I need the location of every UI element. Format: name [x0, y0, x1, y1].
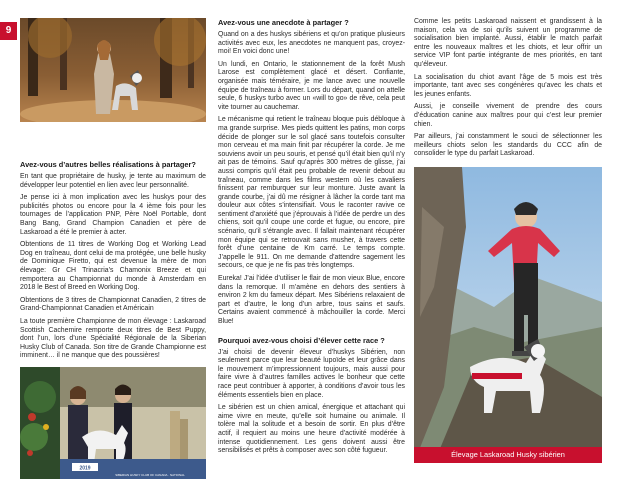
column-left: [20, 18, 206, 479]
paragraph: Obtentions de 3 titres de Championnat Canadien, 2 titres de Grand-Championnat Canadien et Américain: [20, 296, 206, 313]
paragraph: Quand on a des huskys sibériens et qu’on pratique plusieurs activités avec eux, les anecdotes ne manquent pas, croyez-moi! En voici donc une!: [218, 31, 405, 56]
paragraph: Le sibérien est un chien amical, énergique et attachant qui aime vivre en meute, qu’elle soit humaine ou animale. Il tolère mal la solitude et a besoin de sortir. En plus d’être actif, il requiert au moins une heure d’activité modérée à intense quotidiennement. Les gens doivent aussi être sensibilisés et prêts à composer avec son côté fugueur.: [218, 404, 405, 455]
photo-woman-with-husky-autumn: [20, 18, 206, 122]
autumn-forest-image: [20, 18, 206, 122]
paragraph: Obtentions de 11 titres de Working Dog et Working Lead Dog en traîneau, dont celui de ma protégée, une belle husky de Dominique Firetto, qui est devenue la mère de mon élevage: Gr CH Trinacria’s Chamonix Breeze et qui remportera au Championnat du monde à Amsterdam en 2018 le Best of Breed en Working Dog.: [20, 241, 206, 292]
paragraph: Eureka! J’ai l’idée d’utiliser le flair de mon vieux Blue, encore dans la remorque. Il m’amène en dehors des sentiers à environ 2 km du fameux départ. Mes Sibériens relaxaient de part et d’autre, le long d’un arbre, tous sains et saufs. Certains avaient commencé à mâchouiller la corde. Merci Blue!: [218, 275, 405, 325]
heading-anecdote: Avez-vous une anecdote à partager ?: [218, 18, 349, 27]
photo-caption: Élevage Laskaroad Husky sibérien: [414, 447, 602, 463]
dog-show-image: [20, 367, 206, 479]
heading-why-this-breed: Pourquoi avez-vous choisi d’élever cette race ?: [218, 335, 385, 345]
heading-other-achievements: Avez-vous d’autres belles réalisations à partager?: [20, 160, 196, 169]
paragraph: En tant que propriétaire de husky, je tente au maximum de développer leur potentiel en lien avec leur personnalité.: [20, 173, 206, 189]
paragraph: Le mécanisme qui retient le traîneau bloque puis débloque à ma grande surprise. Mes pieds quittent les patins, mon corps décide de plonger sur le sol glacé sans toutefois consulter mon cerveau et ma main finit par récupérer la corde. Je me souviens avoir un peu souris, et pensé qu’il était bien qu’il n’y ait pas de témoins. Sauf qu’après 300 mètres de glisse, j’ai aussi compris qu’il était peu probable de revenir debout au traîneau, comme dans les films western où les cavaliers finissent par remburquer sur leur monture. Juste avant la grande courbe, j’ai dû me résigner à lâcher la corde tant ma douleur aux côtes s’intensifiait. Vous le raconter ravive ce sentiment d’anxiété que j’éprouvais à l’idée de perdre un des chiens, soit qu’il coupe une corde et fugue, ou encore, pire scénario, qu’il s’étrangle avec. Il fallait maintenant récupérer mon équipe qui se retrouvait sans musher, à travers cette forêt d’une centaine de Km carré. Le temps compte. J’appelle le 911. On me demande d’attendre sagement les secours, ce que je ne fis pas très longtemps.: [218, 116, 405, 270]
photo-dog-show-winner: [20, 367, 206, 479]
paragraph: Comme les petits Laskaroad naissent et grandissent à la maison, cela va de soi qu’ils suivent un programme de socialisation bien implanté. Aussi, établir le match parfait entre les nouveaux maîtres et les chiots, et leur offrir un service VIP font partie intégrante de mes priorités, en tant qu’éleveur.: [414, 18, 602, 68]
banner-club-text: SIBERIAN HUSKY CLUB OF CANADA · NATIONAL: [115, 472, 185, 477]
paragraph: Par ailleurs, j’ai constamment le souci de sélectionner les meilleurs chiots selon les standards du CCC afin de consolider le type du parfait Laskaroad.: [414, 133, 602, 158]
paragraph: J’ai choisi de devenir éleveur d’huskys Sibérien, non seulement parce que leur beauté lupoïde et leur grâce dans le mouvement m’impressionnent toujours, mais aussi pour faire vivre à d’autres familles actives le bonheur que cette race peut contribuer à apporter, à conditions d’avoir tous les éléments essentiels bien en place.: [218, 348, 405, 399]
paragraph: La socialisation du chiot avant l’âge de 5 mois est très importante, tant avec ses congénères qu’avec les chats et les jeunes enfants.: [414, 73, 602, 98]
banner-year: 2019: [79, 465, 91, 472]
column-middle: [218, 18, 405, 460]
paragraph: Un lundi, en Ontario, le stationnement de la forêt Mush Larose est complètement glacé et désert. Confiante, organisée mais téméraire, je me lance avec une nouvelle équipe de traîneau à former. Lors du départ, quand on attelle seule, 6 huskys turbo avec un «will to go» de rêve, cela peut vite tourner au cauchemar.: [218, 60, 405, 111]
page-number: 9: [0, 22, 17, 40]
column-right: [414, 18, 602, 463]
paragraph: La toute première Championne de mon élevage : Laskaroad Scottish Cachemire remporte deux titres de Best Puppy, dont l’un, lors d’une Spécialité Régionale de la Siberian Husky Club of Canada. Son titre de Grande Championne est imminent… il ne manque que des poussières!: [20, 317, 206, 360]
paragraph: Aussi, je conseille vivement de prendre des cours d’éducation canine aux maîtres pour qui c’est leur premier chien.: [414, 103, 602, 128]
photo-woman-hiking-with-husky: [414, 167, 602, 463]
paragraph: Je pense ici à mon implication avec les huskys pour des publicités photos ou encore pour la 4 ième fois pour les tournages de l’application PNP, Père Noël Portable, dont Bang Bang, Grand Champion Canadien et père de Laskaroad a été le premier à acter.: [20, 194, 206, 236]
mountain-hike-image: [414, 167, 602, 463]
